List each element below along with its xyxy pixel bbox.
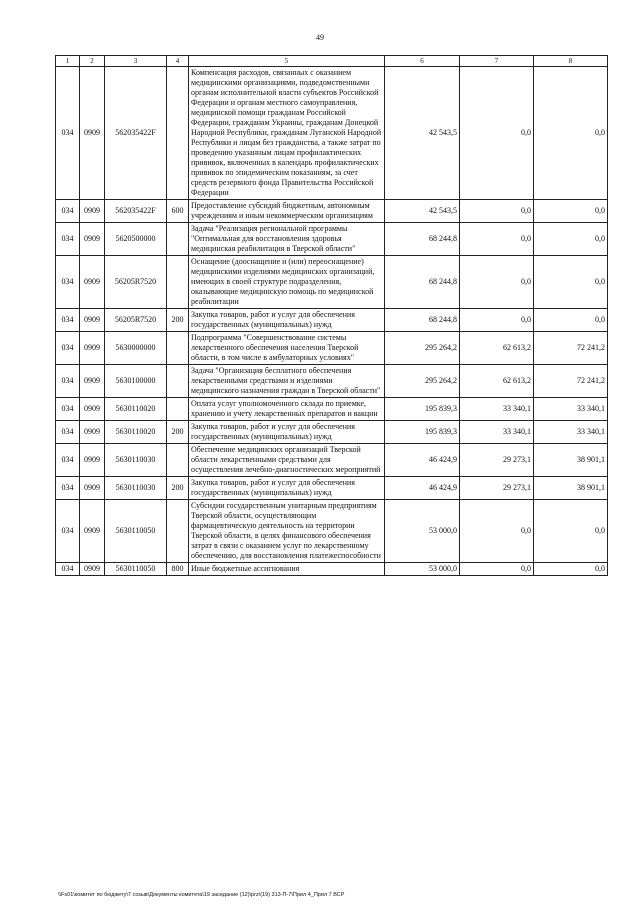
- cell-amount-year-1: 195 839,3: [385, 398, 460, 421]
- cell-amount-year-2: 33 340,1: [460, 398, 534, 421]
- cell-admin-code: 034: [56, 477, 80, 500]
- page-number: 49: [316, 33, 324, 42]
- cell-section-code: 0909: [80, 365, 105, 398]
- cell-amount-year-1: 53 000,0: [385, 500, 460, 563]
- cell-expense-type: [167, 67, 189, 200]
- cell-section-code: 0909: [80, 477, 105, 500]
- cell-expense-type: [167, 365, 189, 398]
- cell-amount-year-2: 29 273,1: [460, 444, 534, 477]
- cell-expense-type: [167, 332, 189, 365]
- cell-description: Субсидии государственным унитарным предприятиям Тверской области, осуществляющим фармацевтическую деятельность на территории Тверской области, в целях финансового обеспечения затрат в связи с оказанием услуг по лекарственному обеспечению, для восстановления платежеспособности: [189, 500, 385, 563]
- cell-amount-year-1: 42 543,5: [385, 67, 460, 200]
- cell-admin-code: 034: [56, 398, 80, 421]
- cell-amount-year-3: 72 241,2: [534, 332, 608, 365]
- column-header-6: 6: [385, 56, 460, 67]
- cell-amount-year-3: 0,0: [534, 309, 608, 332]
- table-row: [56, 444, 608, 477]
- cell-amount-year-3: 72 241,2: [534, 365, 608, 398]
- table-row: [56, 200, 608, 223]
- cell-description: Оснащение (дооснащение и (или) переоснащение) медицинскими изделиями медицинских организаций, имеющих в своей структуре подразделения, оказывающие медицинскую помощь по медицинской реабилитации: [189, 256, 385, 309]
- cell-admin-code: 034: [56, 563, 80, 576]
- cell-amount-year-3: 0,0: [534, 67, 608, 200]
- cell-amount-year-1: 195 839,3: [385, 421, 460, 444]
- column-header-3: 3: [105, 56, 167, 67]
- table-row: [56, 256, 608, 309]
- cell-expense-type: [167, 223, 189, 256]
- cell-section-code: 0909: [80, 200, 105, 223]
- table-row: [56, 223, 608, 256]
- cell-amount-year-2: 0,0: [460, 200, 534, 223]
- cell-amount-year-1: 46 424,9: [385, 444, 460, 477]
- cell-amount-year-3: 0,0: [534, 500, 608, 563]
- cell-expense-type: [167, 444, 189, 477]
- cell-description: Предоставление субсидий бюджетным, автономным учреждениям и иным некоммерческим организациям: [189, 200, 385, 223]
- cell-amount-year-3: 33 340,1: [534, 421, 608, 444]
- cell-admin-code: 034: [56, 421, 80, 444]
- cell-section-code: 0909: [80, 398, 105, 421]
- cell-admin-code: 034: [56, 500, 80, 563]
- table-row: [56, 500, 608, 563]
- table-header-row: [56, 56, 608, 67]
- cell-admin-code: 034: [56, 332, 80, 365]
- table-body: [56, 67, 608, 576]
- cell-expense-type: 200: [167, 421, 189, 444]
- cell-amount-year-1: 68 244,8: [385, 256, 460, 309]
- cell-amount-year-1: 68 244,8: [385, 309, 460, 332]
- cell-amount-year-2: 0,0: [460, 500, 534, 563]
- cell-description: Задача "Организация бесплатного обеспечения лекарственными средствами и изделиями медицинского назначения граждан в Тверской области": [189, 365, 385, 398]
- table-row: [56, 67, 608, 200]
- cell-admin-code: 034: [56, 256, 80, 309]
- cell-description: Задача "Реализация региональной программы "Оптимальная для восстановления здоровья медицинская реабилитация в Тверской области": [189, 223, 385, 256]
- table-row: [56, 309, 608, 332]
- cell-section-code: 0909: [80, 421, 105, 444]
- cell-admin-code: 034: [56, 309, 80, 332]
- cell-admin-code: 034: [56, 365, 80, 398]
- cell-target-article: 5620500000: [105, 223, 167, 256]
- cell-description: Закупка товаров, работ и услуг для обеспечения государственных (муниципальных) нужд: [189, 309, 385, 332]
- cell-admin-code: 034: [56, 223, 80, 256]
- cell-amount-year-2: 29 273,1: [460, 477, 534, 500]
- column-header-8: 8: [534, 56, 608, 67]
- cell-amount-year-3: 0,0: [534, 563, 608, 576]
- cell-amount-year-3: 33 340,1: [534, 398, 608, 421]
- cell-section-code: 0909: [80, 309, 105, 332]
- cell-target-article: 5630000000: [105, 332, 167, 365]
- cell-target-article: 5630110050: [105, 500, 167, 563]
- cell-expense-type: [167, 256, 189, 309]
- cell-description: Иные бюджетные ассигнования: [189, 563, 385, 576]
- cell-section-code: 0909: [80, 444, 105, 477]
- cell-amount-year-2: 0,0: [460, 309, 534, 332]
- cell-target-article: 5630110030: [105, 444, 167, 477]
- cell-description: Закупка товаров, работ и услуг для обеспечения государственных (муниципальных) нужд: [189, 421, 385, 444]
- table-row: [56, 365, 608, 398]
- cell-expense-type: 200: [167, 309, 189, 332]
- table-row: [56, 421, 608, 444]
- table-row: [56, 477, 608, 500]
- cell-expense-type: 800: [167, 563, 189, 576]
- cell-admin-code: 034: [56, 67, 80, 200]
- table-row: [56, 332, 608, 365]
- cell-section-code: 0909: [80, 563, 105, 576]
- cell-amount-year-2: 0,0: [460, 563, 534, 576]
- cell-target-article: 5630110020: [105, 421, 167, 444]
- column-header-1: 1: [56, 56, 80, 67]
- cell-target-article: 562035422F: [105, 200, 167, 223]
- cell-amount-year-1: 68 244,8: [385, 223, 460, 256]
- cell-amount-year-2: 62 613,2: [460, 332, 534, 365]
- cell-expense-type: 600: [167, 200, 189, 223]
- cell-amount-year-2: 62 613,2: [460, 365, 534, 398]
- column-header-2: 2: [80, 56, 105, 67]
- cell-amount-year-2: 0,0: [460, 256, 534, 309]
- cell-amount-year-2: 0,0: [460, 223, 534, 256]
- column-header-5: 5: [189, 56, 385, 67]
- cell-target-article: 56205R7520: [105, 256, 167, 309]
- cell-description: Закупка товаров, работ и услуг для обеспечения государственных (муниципальных) нужд: [189, 477, 385, 500]
- cell-target-article: 562035422F: [105, 67, 167, 200]
- cell-amount-year-3: 0,0: [534, 256, 608, 309]
- cell-admin-code: 034: [56, 200, 80, 223]
- cell-target-article: 5630110050: [105, 563, 167, 576]
- cell-expense-type: [167, 398, 189, 421]
- cell-description: Подпрограмма "Совершенствование системы лекарственного обеспечения населения Тверской области, в том числе в амбулаторных условиях": [189, 332, 385, 365]
- cell-amount-year-3: 0,0: [534, 223, 608, 256]
- column-header-4: 4: [167, 56, 189, 67]
- budget-table: [55, 55, 608, 576]
- cell-target-article: 5630110020: [105, 398, 167, 421]
- cell-section-code: 0909: [80, 67, 105, 200]
- table-row: [56, 398, 608, 421]
- cell-target-article: 5630100000: [105, 365, 167, 398]
- cell-description: Компенсация расходов, связанных с оказанием медицинскими организациями, подведомственными органам исполнительной власти субъектов Российской Федерации и органам местного самоуправления, медицинской помощи гражданам Российской Федерации, гражданам Украины, гражданам Донецкой Народной Республики, гражданам Луганской Народной Республики и лицам без гражданства, а также затрат по проведению указанным лицам профилактических прививок, включенных в календарь профилактических прививок по эпидемическим показаниям, за счет средств резервного фонда Правительства Российской Федерации: [189, 67, 385, 200]
- cell-description: Оплата услуг уполномоченного склада по приемке, хранению и учету лекарственных препаратов и вакцин: [189, 398, 385, 421]
- cell-amount-year-1: 46 424,9: [385, 477, 460, 500]
- cell-section-code: 0909: [80, 256, 105, 309]
- cell-section-code: 0909: [80, 332, 105, 365]
- cell-amount-year-3: 38 901,1: [534, 477, 608, 500]
- cell-admin-code: 034: [56, 444, 80, 477]
- cell-amount-year-2: 33 340,1: [460, 421, 534, 444]
- cell-description: Обеспечение медицинских организаций Тверской области лекарственными средствами для осуществления лечебно-диагностических мероприятий: [189, 444, 385, 477]
- cell-expense-type: 200: [167, 477, 189, 500]
- cell-target-article: 56205R7520: [105, 309, 167, 332]
- cell-amount-year-2: 0,0: [460, 67, 534, 200]
- cell-target-article: 5630110030: [105, 477, 167, 500]
- cell-amount-year-1: 42 543,5: [385, 200, 460, 223]
- cell-amount-year-1: 53 000,0: [385, 563, 460, 576]
- cell-amount-year-3: 38 901,1: [534, 444, 608, 477]
- cell-amount-year-3: 0,0: [534, 200, 608, 223]
- footer-file-path: \\Fs01\комитет по бюджету\7 созыв\Документы комитета\19 заседание (12)\prz\(19) 313-П-7\Прил 4_Прил 7 ВСР: [58, 892, 345, 898]
- cell-amount-year-1: 295 264,2: [385, 332, 460, 365]
- table-row: [56, 563, 608, 576]
- cell-amount-year-1: 295 264,2: [385, 365, 460, 398]
- column-header-7: 7: [460, 56, 534, 67]
- cell-section-code: 0909: [80, 500, 105, 563]
- cell-expense-type: [167, 500, 189, 563]
- cell-section-code: 0909: [80, 223, 105, 256]
